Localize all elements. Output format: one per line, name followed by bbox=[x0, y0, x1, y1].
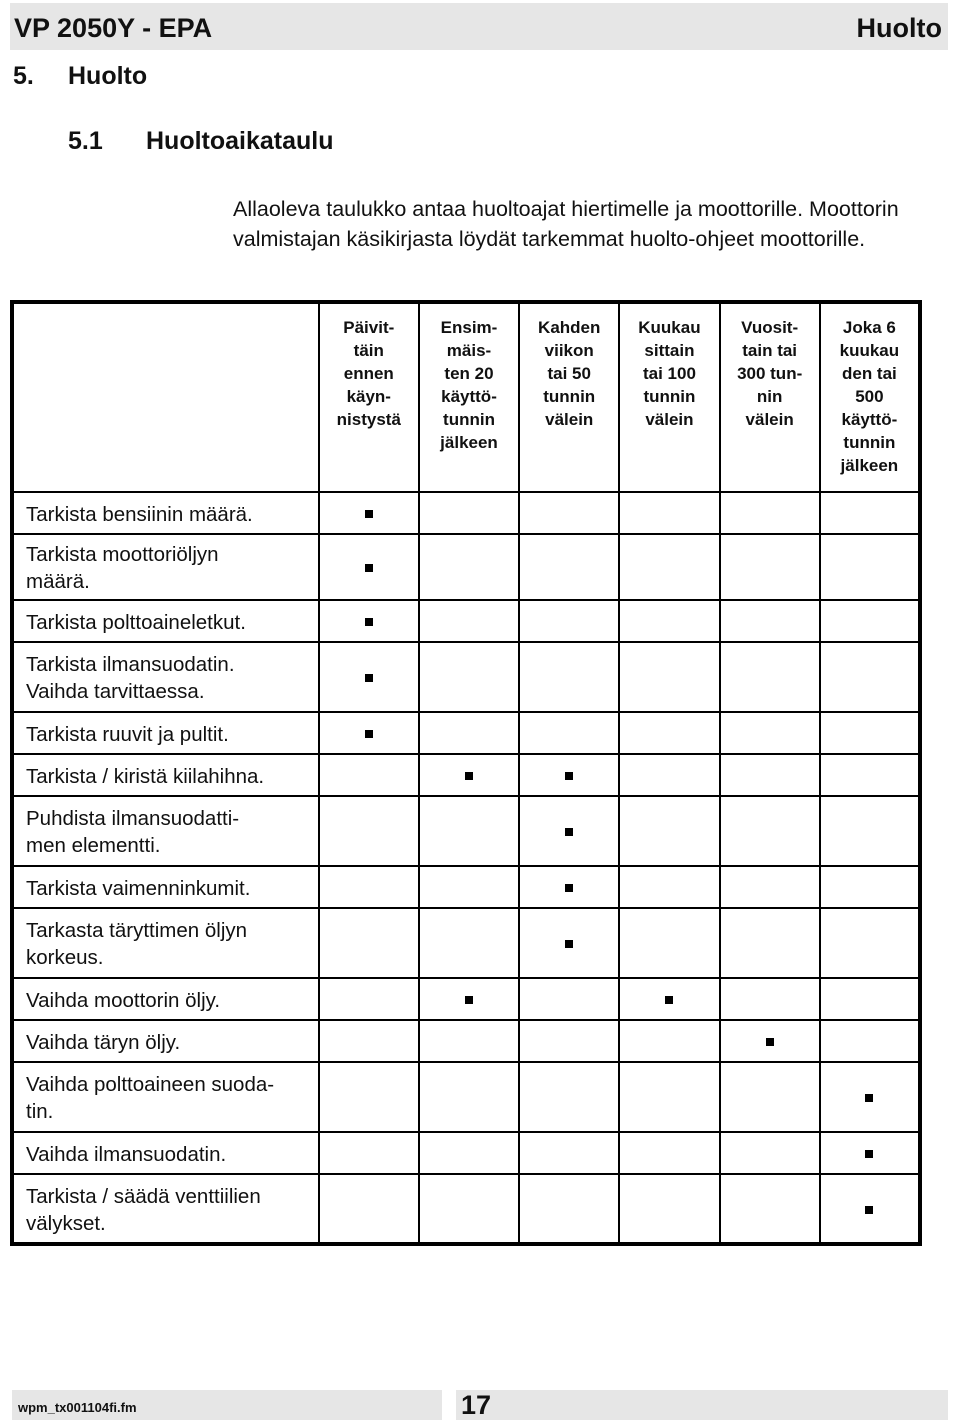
column-header-line: välein bbox=[645, 410, 694, 429]
interval-cell bbox=[419, 534, 519, 600]
check-mark-square-icon bbox=[565, 884, 573, 892]
column-header-line: tunnin bbox=[643, 387, 696, 406]
interval-cell bbox=[519, 908, 619, 978]
interval-cell bbox=[319, 866, 419, 908]
table-row bbox=[12, 754, 920, 796]
footer-filename: wpm_tx001104fi.fm bbox=[18, 1400, 137, 1415]
interval-cell bbox=[419, 1132, 519, 1174]
task-line: Tarkista ilmansuodatin. bbox=[26, 653, 235, 676]
task-cell bbox=[12, 600, 319, 642]
check-mark-square-icon bbox=[766, 1038, 774, 1046]
footer-page-box bbox=[456, 1390, 948, 1420]
interval-cell bbox=[419, 712, 519, 754]
interval-cell bbox=[619, 1020, 719, 1062]
section-heading bbox=[13, 62, 147, 91]
column-header-line: välein bbox=[745, 410, 794, 429]
interval-cell bbox=[419, 866, 519, 908]
interval-cell bbox=[519, 492, 619, 534]
table-row bbox=[12, 1020, 920, 1062]
interval-cell bbox=[419, 1020, 519, 1062]
interval-cell bbox=[419, 796, 519, 866]
interval-cell bbox=[619, 534, 719, 600]
task-line: tin. bbox=[26, 1100, 54, 1123]
interval-cell bbox=[419, 1062, 519, 1132]
task-line: Tarkista / kiristä kiilahihna. bbox=[26, 764, 265, 788]
table-row bbox=[12, 600, 920, 642]
check-mark-square-icon bbox=[665, 996, 673, 1004]
column-header-line: tain tai bbox=[742, 341, 798, 360]
task-cell bbox=[12, 754, 319, 796]
column-header-line: sittain bbox=[644, 341, 695, 360]
interval-cell bbox=[319, 642, 419, 712]
table-header-row bbox=[12, 302, 920, 492]
interval-cell bbox=[720, 1174, 820, 1244]
check-mark-square-icon bbox=[365, 564, 373, 572]
task-line: Vaihda moottorin öljy. bbox=[26, 988, 221, 1012]
interval-cell bbox=[820, 908, 920, 978]
column-header-line: Vuosit- bbox=[741, 318, 799, 337]
check-mark-square-icon bbox=[465, 772, 473, 780]
check-mark-square-icon bbox=[365, 618, 373, 626]
task-line: Tarkista bensiinin määrä. bbox=[26, 502, 253, 526]
interval-cell bbox=[820, 754, 920, 796]
column-header-line: jälkeen bbox=[840, 456, 899, 475]
interval-cell bbox=[319, 796, 419, 866]
interval-cell bbox=[519, 534, 619, 600]
column-header-line: kuukau bbox=[839, 341, 900, 360]
interval-column-header bbox=[820, 302, 920, 492]
task-line: Vaihda polttoaineen suoda- bbox=[26, 1073, 275, 1096]
interval-cell bbox=[820, 1132, 920, 1174]
check-mark-square-icon bbox=[865, 1206, 873, 1214]
interval-cell bbox=[820, 1020, 920, 1062]
task-line: men elementti. bbox=[26, 834, 161, 857]
check-mark-square-icon bbox=[565, 772, 573, 780]
task-cell bbox=[12, 866, 319, 908]
task-cell bbox=[12, 492, 319, 534]
interval-cell bbox=[319, 1174, 419, 1244]
interval-cell bbox=[519, 642, 619, 712]
table-row bbox=[12, 796, 920, 866]
interval-cell bbox=[319, 978, 419, 1020]
subsection-heading bbox=[68, 127, 334, 156]
interval-cell bbox=[319, 1020, 419, 1062]
interval-cell bbox=[619, 1062, 719, 1132]
interval-cell bbox=[319, 754, 419, 796]
table-row bbox=[12, 1062, 920, 1132]
interval-cell bbox=[519, 978, 619, 1020]
interval-cell bbox=[820, 492, 920, 534]
interval-cell bbox=[319, 600, 419, 642]
task-column-header bbox=[12, 302, 319, 492]
interval-cell bbox=[720, 754, 820, 796]
column-header-line: ennen bbox=[343, 364, 394, 383]
interval-cell bbox=[519, 1174, 619, 1244]
interval-cell bbox=[720, 492, 820, 534]
interval-cell bbox=[319, 1132, 419, 1174]
column-header-line: tai 100 bbox=[642, 364, 696, 383]
interval-cell bbox=[619, 908, 719, 978]
column-header-line: täin bbox=[353, 341, 384, 360]
column-header-line: Kuukau bbox=[638, 318, 701, 337]
task-cell bbox=[12, 1020, 319, 1062]
column-header-line: 300 tun- bbox=[737, 364, 803, 383]
interval-cell bbox=[319, 534, 419, 600]
interval-cell bbox=[720, 712, 820, 754]
column-header-line: tunnin bbox=[843, 433, 896, 452]
column-header-line: Ensim- bbox=[440, 318, 498, 337]
interval-cell bbox=[419, 600, 519, 642]
task-cell bbox=[12, 642, 319, 712]
interval-cell bbox=[820, 866, 920, 908]
interval-cell bbox=[419, 492, 519, 534]
task-cell bbox=[12, 1174, 319, 1244]
interval-cell bbox=[619, 866, 719, 908]
interval-column-header bbox=[319, 302, 419, 492]
interval-cell bbox=[619, 492, 719, 534]
task-cell bbox=[12, 908, 319, 978]
interval-cell bbox=[619, 796, 719, 866]
task-line: Tarkista polttoaineletkut. bbox=[26, 610, 246, 634]
task-line: Tarkista moottoriöljyn bbox=[26, 543, 219, 566]
check-mark-square-icon bbox=[565, 828, 573, 836]
table-row bbox=[12, 492, 920, 534]
check-mark-square-icon bbox=[365, 510, 373, 518]
section-title: Huolto bbox=[68, 62, 148, 90]
column-header-line: mäis- bbox=[446, 341, 492, 360]
interval-cell bbox=[820, 712, 920, 754]
table-row bbox=[12, 712, 920, 754]
subsection-number: 5.1 bbox=[68, 127, 103, 155]
interval-column-header bbox=[519, 302, 619, 492]
column-header-line: ten 20 bbox=[444, 364, 494, 383]
table-row bbox=[12, 642, 920, 712]
interval-cell bbox=[519, 754, 619, 796]
column-header-line: nistystä bbox=[336, 410, 401, 429]
subsection-title: Huoltoaikataulu bbox=[146, 127, 334, 155]
column-header-line: tai 50 bbox=[547, 364, 591, 383]
column-header-line: viikon bbox=[544, 341, 594, 360]
column-header-line: tunnin bbox=[543, 387, 596, 406]
task-cell bbox=[12, 534, 319, 600]
column-header-line: käyn- bbox=[346, 387, 391, 406]
interval-cell bbox=[319, 492, 419, 534]
column-header-line: tunnin bbox=[443, 410, 495, 429]
footer-filename-box bbox=[12, 1390, 442, 1420]
task-cell bbox=[12, 978, 319, 1020]
task-cell bbox=[12, 712, 319, 754]
check-mark-square-icon bbox=[365, 674, 373, 682]
task-line: Vaihda ilmansuodatin. bbox=[26, 1142, 227, 1166]
interval-cell bbox=[820, 642, 920, 712]
manual-title: VP 2050Y - EPA bbox=[14, 13, 213, 43]
interval-cell bbox=[820, 534, 920, 600]
table-row bbox=[12, 1174, 920, 1244]
interval-cell bbox=[619, 712, 719, 754]
task-line: Vaihda täryn öljy. bbox=[26, 1030, 181, 1054]
page-header bbox=[10, 3, 948, 50]
task-line: Tarkasta täryttimen öljyn bbox=[26, 919, 248, 942]
interval-cell bbox=[519, 1020, 619, 1062]
column-header-line: käyttö- bbox=[441, 387, 497, 406]
interval-cell bbox=[319, 712, 419, 754]
section-number: 5. bbox=[13, 62, 34, 90]
check-mark-square-icon bbox=[565, 940, 573, 948]
column-header-line: 500 bbox=[855, 387, 884, 406]
interval-cell bbox=[820, 796, 920, 866]
check-mark-square-icon bbox=[365, 730, 373, 738]
interval-column-header bbox=[619, 302, 719, 492]
column-header-line: Päivit- bbox=[343, 318, 395, 337]
column-header-line: Joka 6 bbox=[842, 318, 896, 337]
interval-cell bbox=[720, 1062, 820, 1132]
page-number: 17 bbox=[461, 1390, 492, 1420]
interval-column-header bbox=[419, 302, 519, 492]
interval-cell bbox=[820, 1174, 920, 1244]
interval-cell bbox=[319, 908, 419, 978]
intro-paragraph: Allaoleva taulukko antaa huoltoajat hiertimelle ja moottorille. Moottorin valmistajan käsikirjasta löydät tarkemmat huolto-ohjeet moottorille. bbox=[233, 197, 899, 251]
interval-cell bbox=[419, 642, 519, 712]
interval-cell bbox=[519, 1132, 619, 1174]
interval-cell bbox=[619, 978, 719, 1020]
interval-cell bbox=[619, 600, 719, 642]
interval-cell bbox=[720, 642, 820, 712]
interval-cell bbox=[619, 754, 719, 796]
interval-cell bbox=[619, 1132, 719, 1174]
check-mark-square-icon bbox=[865, 1094, 873, 1102]
interval-cell bbox=[619, 642, 719, 712]
column-header-line: den tai bbox=[841, 364, 897, 383]
interval-cell bbox=[419, 754, 519, 796]
interval-column-header bbox=[720, 302, 820, 492]
interval-cell bbox=[319, 1062, 419, 1132]
interval-cell bbox=[419, 1174, 519, 1244]
column-header-line: välein bbox=[545, 410, 594, 429]
check-mark-square-icon bbox=[465, 996, 473, 1004]
task-cell bbox=[12, 1132, 319, 1174]
interval-cell bbox=[820, 978, 920, 1020]
interval-cell bbox=[519, 796, 619, 866]
task-line: määrä. bbox=[26, 570, 90, 593]
interval-cell bbox=[619, 1174, 719, 1244]
interval-cell bbox=[820, 1062, 920, 1132]
table-row bbox=[12, 866, 920, 908]
task-line: Puhdista ilmansuodatti- bbox=[26, 807, 240, 830]
table-row bbox=[12, 908, 920, 978]
interval-cell bbox=[519, 712, 619, 754]
check-mark-square-icon bbox=[865, 1150, 873, 1158]
interval-cell bbox=[419, 908, 519, 978]
column-header-line: nin bbox=[756, 387, 783, 406]
task-line: Tarkista ruuvit ja pultit. bbox=[26, 722, 229, 746]
interval-cell bbox=[820, 600, 920, 642]
task-line: Tarkista vaimenninkumit. bbox=[26, 876, 251, 900]
interval-cell bbox=[720, 978, 820, 1020]
task-cell bbox=[12, 796, 319, 866]
interval-cell bbox=[720, 908, 820, 978]
column-header-line: käyttö- bbox=[841, 410, 898, 429]
interval-cell bbox=[720, 1132, 820, 1174]
table-row bbox=[12, 1132, 920, 1174]
column-header-line: jälkeen bbox=[440, 433, 498, 452]
column-header-line: Kahden bbox=[538, 318, 601, 337]
task-line: korkeus. bbox=[26, 946, 104, 969]
maintenance-schedule-table bbox=[10, 300, 922, 1246]
interval-cell bbox=[720, 866, 820, 908]
task-cell bbox=[12, 1062, 319, 1132]
interval-cell bbox=[519, 1062, 619, 1132]
task-line: Tarkista / säädä venttiilien bbox=[26, 1184, 261, 1208]
interval-cell bbox=[519, 600, 619, 642]
interval-cell bbox=[519, 866, 619, 908]
interval-cell bbox=[720, 600, 820, 642]
task-line: Vaihda tarvittaessa. bbox=[26, 680, 205, 703]
table-row bbox=[12, 978, 920, 1020]
header-section-name: Huolto bbox=[856, 13, 942, 43]
interval-cell bbox=[720, 1020, 820, 1062]
interval-cell bbox=[419, 978, 519, 1020]
task-line: välykset. bbox=[26, 1211, 106, 1235]
table-row bbox=[12, 534, 920, 600]
interval-cell bbox=[720, 796, 820, 866]
interval-cell bbox=[720, 534, 820, 600]
